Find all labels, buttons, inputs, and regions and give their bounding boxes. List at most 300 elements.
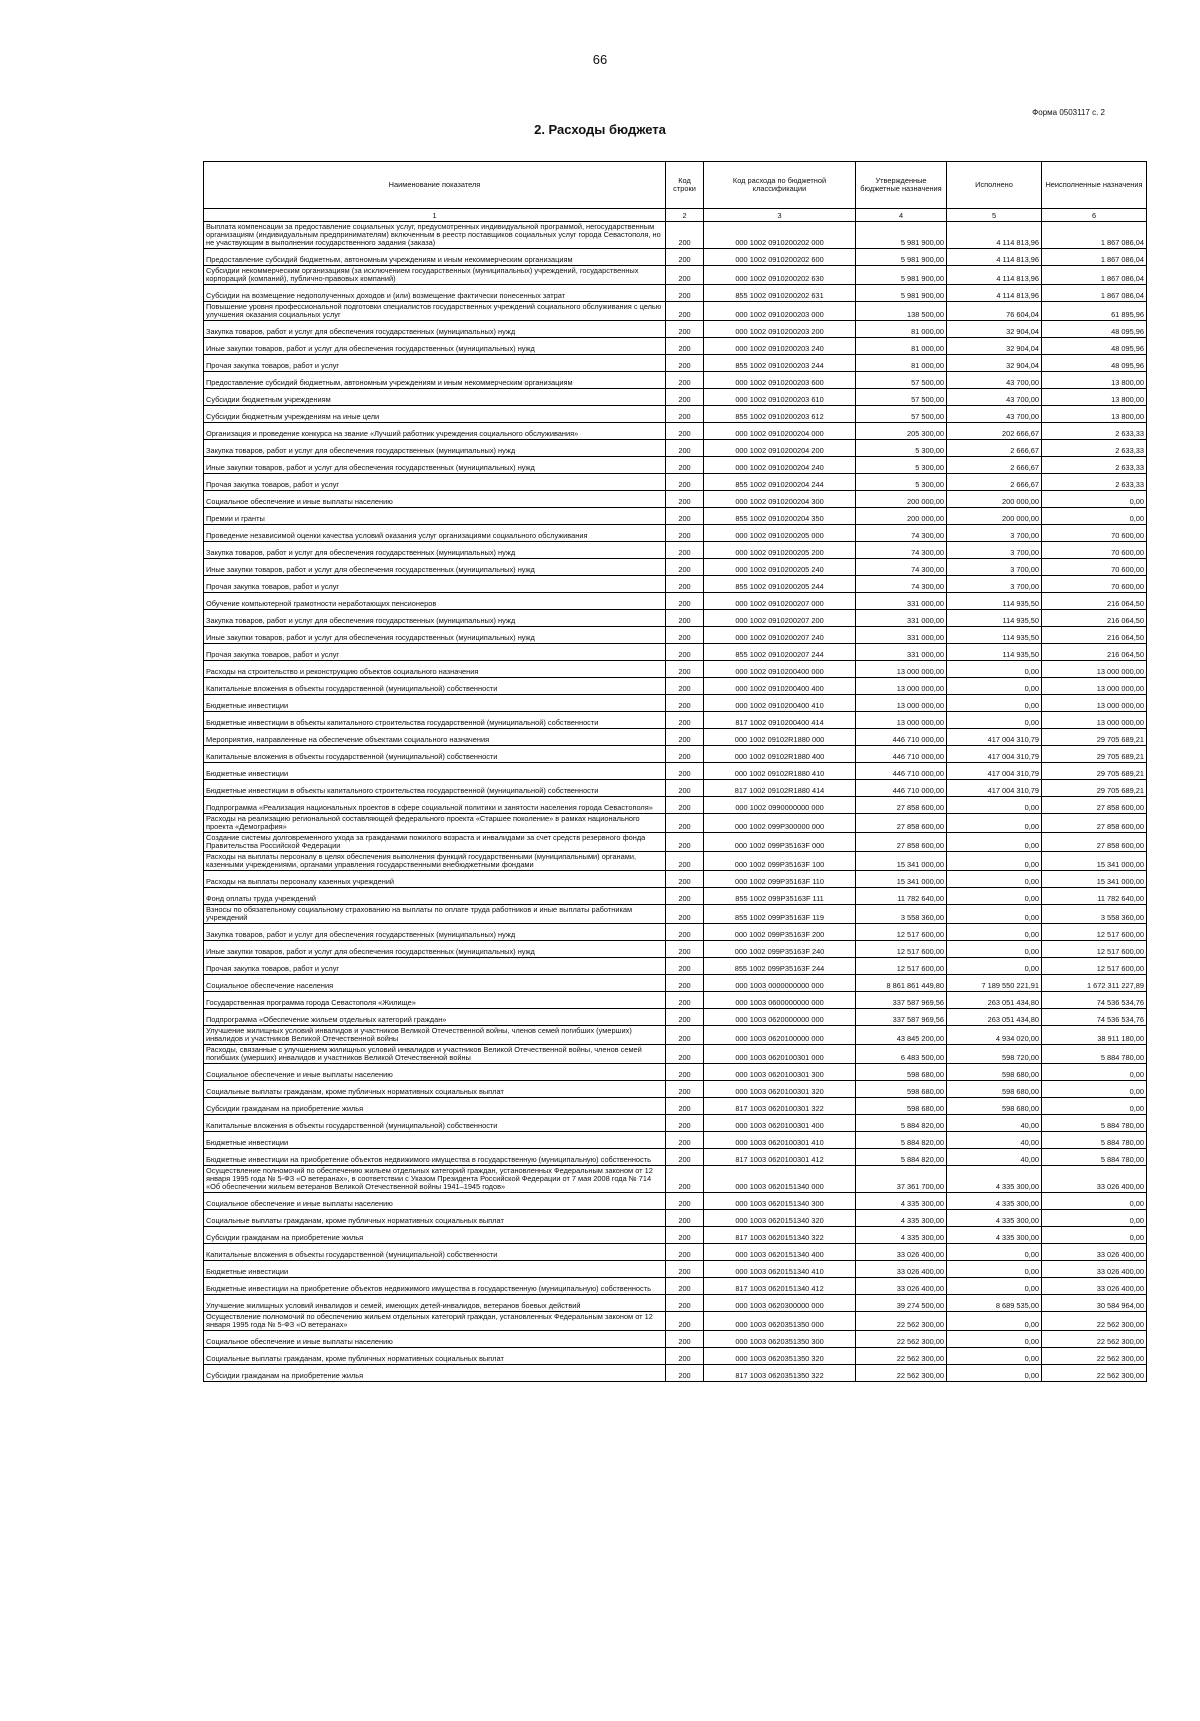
table-row	[204, 711, 1147, 728]
column-header-line-code: Код строки	[666, 162, 704, 209]
line-code: 200	[666, 940, 704, 957]
indicator-name: Взносы по обязательному социальному страхованию на выплаты по оплате труда работников и иные выплаты работникам учреждений	[204, 904, 666, 923]
budget-classification-code: 000 1002 0910200207 240	[704, 626, 856, 643]
budget-classification-code: 000 1002 099P35163F 240	[704, 940, 856, 957]
table-row	[204, 1165, 1147, 1192]
indicator-name: Прочая закупка товаров, работ и услуг	[204, 957, 666, 974]
approved-amount: 57 500,00	[856, 388, 947, 405]
approved-amount: 22 562 300,00	[856, 1347, 947, 1364]
line-code: 200	[666, 354, 704, 371]
column-number: 1	[204, 209, 666, 222]
approved-amount: 22 562 300,00	[856, 1364, 947, 1381]
indicator-name: Капитальные вложения в объекты государственной (муниципальной) собственности	[204, 745, 666, 762]
budget-classification-code: 000 1002 0910200203 000	[704, 301, 856, 320]
executed-amount: 0,00	[947, 796, 1042, 813]
approved-amount: 74 300,00	[856, 541, 947, 558]
unexecuted-amount: 29 705 689,21	[1042, 745, 1147, 762]
approved-amount: 27 858 600,00	[856, 813, 947, 832]
budget-classification-code: 000 1002 099P35163F 100	[704, 851, 856, 870]
unexecuted-amount: 2 633,33	[1042, 422, 1147, 439]
executed-amount: 4 335 300,00	[947, 1165, 1042, 1192]
unexecuted-amount: 1 867 086,04	[1042, 222, 1147, 249]
line-code: 200	[666, 541, 704, 558]
line-code: 200	[666, 609, 704, 626]
budget-classification-code: 000 1003 0620151340 320	[704, 1209, 856, 1226]
table-row	[204, 796, 1147, 813]
budget-classification-code: 000 1003 0000000000 000	[704, 974, 856, 991]
line-code: 200	[666, 284, 704, 301]
line-code: 200	[666, 851, 704, 870]
unexecuted-amount: 22 562 300,00	[1042, 1364, 1147, 1381]
indicator-name: Социальное обеспечение и иные выплаты населению	[204, 1063, 666, 1080]
budget-classification-code: 000 1002 099P35163F 200	[704, 923, 856, 940]
unexecuted-amount: 0,00	[1042, 1209, 1147, 1226]
unexecuted-amount: 5 884 780,00	[1042, 1114, 1147, 1131]
unexecuted-amount: 29 705 689,21	[1042, 762, 1147, 779]
indicator-name: Субсидии некоммерческим организациям (за исключением государственных (муниципальных) учреждений, государственных корпораций (компаний), публично-правовых компаний)	[204, 265, 666, 284]
unexecuted-amount: 33 026 400,00	[1042, 1165, 1147, 1192]
table-row	[204, 1080, 1147, 1097]
table-row	[204, 1131, 1147, 1148]
executed-amount: 0,00	[947, 957, 1042, 974]
unexecuted-amount: 0,00	[1042, 1063, 1147, 1080]
budget-classification-code: 000 1003 0620151340 400	[704, 1243, 856, 1260]
approved-amount: 12 517 600,00	[856, 923, 947, 940]
table-row	[204, 473, 1147, 490]
approved-amount: 5 300,00	[856, 473, 947, 490]
approved-amount: 12 517 600,00	[856, 957, 947, 974]
approved-amount: 5 981 900,00	[856, 284, 947, 301]
budget-classification-code: 000 1002 0910200203 610	[704, 388, 856, 405]
approved-amount: 205 300,00	[856, 422, 947, 439]
unexecuted-amount: 33 026 400,00	[1042, 1277, 1147, 1294]
table-row	[204, 991, 1147, 1008]
executed-amount: 8 689 535,00	[947, 1294, 1042, 1311]
line-code: 200	[666, 456, 704, 473]
executed-amount: 0,00	[947, 904, 1042, 923]
indicator-name: Социальное обеспечение населения	[204, 974, 666, 991]
table-row	[204, 1148, 1147, 1165]
unexecuted-amount: 1 867 086,04	[1042, 265, 1147, 284]
executed-amount: 4 335 300,00	[947, 1226, 1042, 1243]
executed-amount: 598 680,00	[947, 1063, 1042, 1080]
approved-amount: 8 861 861 449,80	[856, 974, 947, 991]
indicator-name: Закупка товаров, работ и услуг для обеспечения государственных (муниципальных) нужд	[204, 541, 666, 558]
unexecuted-amount: 0,00	[1042, 1226, 1147, 1243]
line-code: 200	[666, 1260, 704, 1277]
table-row	[204, 762, 1147, 779]
line-code: 200	[666, 558, 704, 575]
indicator-name: Социальные выплаты гражданам, кроме публичных нормативных социальных выплат	[204, 1347, 666, 1364]
line-code: 200	[666, 1364, 704, 1381]
indicator-name: Улучшение жилищных условий инвалидов и семей, имеющих детей-инвалидов, ветеранов боевых действий	[204, 1294, 666, 1311]
line-code: 200	[666, 957, 704, 974]
budget-classification-code: 000 1003 0620351350 320	[704, 1347, 856, 1364]
indicator-name: Государственная программа города Севастополя «Жилище»	[204, 991, 666, 1008]
unexecuted-amount: 70 600,00	[1042, 575, 1147, 592]
line-code: 200	[666, 796, 704, 813]
table-row	[204, 388, 1147, 405]
approved-amount: 200 000,00	[856, 507, 947, 524]
budget-classification-code: 000 1002 0910200400 000	[704, 660, 856, 677]
line-code: 200	[666, 904, 704, 923]
executed-amount: 2 666,67	[947, 439, 1042, 456]
indicator-name: Повышение уровня профессиональной подготовки специалистов государственных учреждений социального обслуживания с целью улучшения оказания социальных услуг	[204, 301, 666, 320]
executed-amount: 7 189 550 221,91	[947, 974, 1042, 991]
table-row	[204, 248, 1147, 265]
line-code: 200	[666, 1114, 704, 1131]
line-code: 200	[666, 1243, 704, 1260]
approved-amount: 331 000,00	[856, 643, 947, 660]
approved-amount: 446 710 000,00	[856, 779, 947, 796]
budget-classification-code: 817 1003 0620351350 322	[704, 1364, 856, 1381]
approved-amount: 446 710 000,00	[856, 728, 947, 745]
indicator-name: Бюджетные инвестиции в объекты капитального строительства государственной (муниципальной) собственности	[204, 779, 666, 796]
indicator-name: Фонд оплаты труда учреждений	[204, 887, 666, 904]
table-row	[204, 301, 1147, 320]
line-code: 200	[666, 371, 704, 388]
unexecuted-amount: 15 341 000,00	[1042, 870, 1147, 887]
budget-classification-code: 000 1002 099P35163F 000	[704, 832, 856, 851]
unexecuted-amount: 5 884 780,00	[1042, 1044, 1147, 1063]
indicator-name: Мероприятия, направленные на обеспечение объектами социального назначения	[204, 728, 666, 745]
approved-amount: 81 000,00	[856, 354, 947, 371]
approved-amount: 5 884 820,00	[856, 1131, 947, 1148]
table-row	[204, 694, 1147, 711]
line-code: 200	[666, 422, 704, 439]
unexecuted-amount: 2 633,33	[1042, 473, 1147, 490]
table-row	[204, 371, 1147, 388]
approved-amount: 81 000,00	[856, 320, 947, 337]
table-row	[204, 1226, 1147, 1243]
line-code: 200	[666, 832, 704, 851]
line-code: 200	[666, 1330, 704, 1347]
budget-classification-code: 855 1002 099P35163F 244	[704, 957, 856, 974]
budget-classification-code: 000 1003 0620151340 000	[704, 1165, 856, 1192]
line-code: 200	[666, 265, 704, 284]
indicator-name: Субсидии бюджетным учреждениям	[204, 388, 666, 405]
approved-amount: 5 981 900,00	[856, 265, 947, 284]
approved-amount: 74 300,00	[856, 575, 947, 592]
indicator-name: Иные закупки товаров, работ и услуг для обеспечения государственных (муниципальных) нужд	[204, 558, 666, 575]
line-code: 200	[666, 248, 704, 265]
line-code: 200	[666, 1131, 704, 1148]
approved-amount: 4 335 300,00	[856, 1192, 947, 1209]
executed-amount: 0,00	[947, 1243, 1042, 1260]
header-row	[204, 162, 1147, 209]
budget-classification-code: 000 1002 0910200205 240	[704, 558, 856, 575]
line-code: 200	[666, 626, 704, 643]
unexecuted-amount: 13 000 000,00	[1042, 711, 1147, 728]
table-row	[204, 923, 1147, 940]
indicator-name: Капитальные вложения в объекты государственной (муниципальной) собственности	[204, 1243, 666, 1260]
line-code: 200	[666, 1008, 704, 1025]
executed-amount: 3 700,00	[947, 575, 1042, 592]
executed-amount: 417 004 310,79	[947, 762, 1042, 779]
table-row	[204, 974, 1147, 991]
budget-classification-code: 000 1002 0910200204 000	[704, 422, 856, 439]
unexecuted-amount: 61 895,96	[1042, 301, 1147, 320]
executed-amount: 417 004 310,79	[947, 779, 1042, 796]
indicator-name: Расходы на выплаты персоналу казенных учреждений	[204, 870, 666, 887]
approved-amount: 138 500,00	[856, 301, 947, 320]
line-code: 200	[666, 779, 704, 796]
column-header-budget-code: Код расхода по бюджетной классификации	[704, 162, 856, 209]
column-header-executed: Исполнено	[947, 162, 1042, 209]
approved-amount: 446 710 000,00	[856, 762, 947, 779]
executed-amount: 200 000,00	[947, 490, 1042, 507]
budget-classification-code: 000 1003 0620300000 000	[704, 1294, 856, 1311]
unexecuted-amount: 29 705 689,21	[1042, 728, 1147, 745]
indicator-name: Капитальные вложения в объекты государственной (муниципальной) собственности	[204, 1114, 666, 1131]
approved-amount: 337 587 969,56	[856, 1008, 947, 1025]
budget-classification-code: 855 1002 0910200203 244	[704, 354, 856, 371]
executed-amount: 0,00	[947, 1347, 1042, 1364]
unexecuted-amount: 29 705 689,21	[1042, 779, 1147, 796]
unexecuted-amount: 1 867 086,04	[1042, 284, 1147, 301]
budget-classification-code: 000 1002 0910200400 400	[704, 677, 856, 694]
unexecuted-amount: 13 800,00	[1042, 388, 1147, 405]
unexecuted-amount: 27 858 600,00	[1042, 832, 1147, 851]
executed-amount: 114 935,50	[947, 592, 1042, 609]
executed-amount: 0,00	[947, 851, 1042, 870]
budget-classification-code: 000 1003 0620100301 410	[704, 1131, 856, 1148]
approved-amount: 5 884 820,00	[856, 1148, 947, 1165]
page-number: 66	[592, 52, 608, 67]
approved-amount: 81 000,00	[856, 337, 947, 354]
line-code: 200	[666, 405, 704, 422]
indicator-name: Иные закупки товаров, работ и услуг для обеспечения государственных (муниципальных) нужд	[204, 456, 666, 473]
unexecuted-amount: 0,00	[1042, 490, 1147, 507]
table-row	[204, 337, 1147, 354]
line-code: 200	[666, 320, 704, 337]
approved-amount: 598 680,00	[856, 1063, 947, 1080]
executed-amount: 3 700,00	[947, 524, 1042, 541]
budget-classification-code: 000 1002 0910200400 410	[704, 694, 856, 711]
line-code: 200	[666, 507, 704, 524]
approved-amount: 12 517 600,00	[856, 940, 947, 957]
approved-amount: 598 680,00	[856, 1097, 947, 1114]
approved-amount: 13 000 000,00	[856, 694, 947, 711]
indicator-name: Иные закупки товаров, работ и услуг для обеспечения государственных (муниципальных) нужд	[204, 626, 666, 643]
budget-classification-code: 855 1002 0910200205 244	[704, 575, 856, 592]
approved-amount: 33 026 400,00	[856, 1260, 947, 1277]
executed-amount: 32 904,04	[947, 320, 1042, 337]
table-row	[204, 643, 1147, 660]
budget-classification-code: 000 1002 0910200207 000	[704, 592, 856, 609]
executed-amount: 4 114 813,96	[947, 248, 1042, 265]
executed-amount: 0,00	[947, 694, 1042, 711]
column-number: 4	[856, 209, 947, 222]
approved-amount: 57 500,00	[856, 405, 947, 422]
executed-amount: 263 051 434,80	[947, 1008, 1042, 1025]
table-row	[204, 1025, 1147, 1044]
budget-classification-code: 000 1002 0910200202 630	[704, 265, 856, 284]
approved-amount: 5 981 900,00	[856, 248, 947, 265]
indicator-name: Улучшение жилищных условий инвалидов и участников Великой Отечественной войны, членов семей погибших (умерших) инвалидов и участников Великой Отечественной войны	[204, 1025, 666, 1044]
indicator-name: Субсидии гражданам на приобретение жилья	[204, 1097, 666, 1114]
executed-amount: 114 935,50	[947, 609, 1042, 626]
table-row	[204, 832, 1147, 851]
indicator-name: Подпрограмма «Реализация национальных проектов в сфере социальной политики и занятости населения города Севастополя»	[204, 796, 666, 813]
budget-classification-code: 000 1003 0620351350 300	[704, 1330, 856, 1347]
indicator-name: Бюджетные инвестиции	[204, 1131, 666, 1148]
indicator-name: Социальное обеспечение и иные выплаты населению	[204, 1192, 666, 1209]
approved-amount: 33 026 400,00	[856, 1243, 947, 1260]
budget-classification-code: 000 1002 0910200203 600	[704, 371, 856, 388]
line-code: 200	[666, 1097, 704, 1114]
table-row	[204, 957, 1147, 974]
approved-amount: 22 562 300,00	[856, 1330, 947, 1347]
table-row	[204, 490, 1147, 507]
unexecuted-amount: 3 558 360,00	[1042, 904, 1147, 923]
table-row	[204, 904, 1147, 923]
budget-classification-code: 000 1003 0620100301 000	[704, 1044, 856, 1063]
budget-classification-code: 817 1003 0620100301 322	[704, 1097, 856, 1114]
executed-amount: 200 000,00	[947, 507, 1042, 524]
executed-amount: 4 934 020,00	[947, 1025, 1042, 1044]
indicator-name: Бюджетные инвестиции в объекты капитального строительства государственной (муниципальной) собственности	[204, 711, 666, 728]
indicator-name: Выплата компенсации за предоставление социальных услуг, предусмотренных индивидуальной программой, негосударственным организациям (индивидуальным предпринимателям) включенным в реестр поставщиков социальных услуг города Севастополя, но не участвующим в выполнении государственного задания (заказа)	[204, 222, 666, 249]
approved-amount: 331 000,00	[856, 609, 947, 626]
unexecuted-amount: 13 000 000,00	[1042, 694, 1147, 711]
unexecuted-amount: 22 562 300,00	[1042, 1347, 1147, 1364]
unexecuted-amount: 70 600,00	[1042, 524, 1147, 541]
approved-amount: 13 000 000,00	[856, 660, 947, 677]
unexecuted-amount: 15 341 000,00	[1042, 851, 1147, 870]
indicator-name: Социальное обеспечение и иные выплаты населению	[204, 490, 666, 507]
table-row	[204, 940, 1147, 957]
line-code: 200	[666, 887, 704, 904]
indicator-name: Премии и гранты	[204, 507, 666, 524]
unexecuted-amount: 216 064,50	[1042, 643, 1147, 660]
unexecuted-amount: 0,00	[1042, 1097, 1147, 1114]
line-code: 200	[666, 1192, 704, 1209]
table-row	[204, 851, 1147, 870]
table-row	[204, 541, 1147, 558]
indicator-name: Закупка товаров, работ и услуг для обеспечения государственных (муниципальных) нужд	[204, 320, 666, 337]
line-code: 200	[666, 1063, 704, 1080]
executed-amount: 0,00	[947, 832, 1042, 851]
indicator-name: Проведение независимой оценки качества условий оказания услуг организациями социального обслуживания	[204, 524, 666, 541]
table-row	[204, 524, 1147, 541]
budget-classification-code: 000 1002 0910200204 200	[704, 439, 856, 456]
approved-amount: 3 558 360,00	[856, 904, 947, 923]
budget-classification-code: 855 1002 099P35163F 119	[704, 904, 856, 923]
budget-classification-code: 000 1003 0620000000 000	[704, 1008, 856, 1025]
budget-classification-code: 000 1002 099P35163F 110	[704, 870, 856, 887]
approved-amount: 33 026 400,00	[856, 1277, 947, 1294]
budget-classification-code: 000 1002 0990000000 000	[704, 796, 856, 813]
indicator-name: Закупка товаров, работ и услуг для обеспечения государственных (муниципальных) нужд	[204, 923, 666, 940]
unexecuted-amount: 13 800,00	[1042, 371, 1147, 388]
table-row	[204, 1008, 1147, 1025]
line-code: 200	[666, 439, 704, 456]
table-row	[204, 575, 1147, 592]
unexecuted-amount: 2 633,33	[1042, 439, 1147, 456]
indicator-name: Осуществление полномочий по обеспечению жильем отдельных категорий граждан, установленных Федеральным законом от 12 января 1995 года № 5-ФЗ «О ветеранах», в соответствии с Указом Президента Российской Федерации от 7 мая 2008 года № 714 «Об обеспечении жильем ветеранов Великой Отечественной войны 1941–1945 годов»	[204, 1165, 666, 1192]
table-row	[204, 222, 1147, 249]
indicator-name: Расходы на выплаты персоналу в целях обеспечения выполнения функций государственными (муниципальными) органами, казенными учреждениями, органами управления государственными внебюджетными фондами	[204, 851, 666, 870]
executed-amount: 40,00	[947, 1114, 1042, 1131]
column-number: 3	[704, 209, 856, 222]
approved-amount: 5 300,00	[856, 439, 947, 456]
table-row	[204, 405, 1147, 422]
executed-amount: 114 935,50	[947, 626, 1042, 643]
line-code: 200	[666, 473, 704, 490]
unexecuted-amount: 70 600,00	[1042, 541, 1147, 558]
budget-classification-code: 855 1002 0910200202 631	[704, 284, 856, 301]
unexecuted-amount: 27 858 600,00	[1042, 813, 1147, 832]
form-code: Форма 0503117 с. 2	[1032, 108, 1105, 117]
line-code: 200	[666, 1165, 704, 1192]
unexecuted-amount: 0,00	[1042, 1080, 1147, 1097]
unexecuted-amount: 48 095,96	[1042, 320, 1147, 337]
indicator-name: Социальные выплаты гражданам, кроме публичных нормативных социальных выплат	[204, 1080, 666, 1097]
executed-amount: 0,00	[947, 887, 1042, 904]
column-number: 6	[1042, 209, 1147, 222]
table-row	[204, 1097, 1147, 1114]
unexecuted-amount: 74 536 534,76	[1042, 1008, 1147, 1025]
table-body	[204, 222, 1147, 1382]
indicator-name: Бюджетные инвестиции на приобретение объектов недвижимого имущества в государственную (муниципальную) собственность	[204, 1148, 666, 1165]
executed-amount: 4 335 300,00	[947, 1209, 1042, 1226]
indicator-name: Прочая закупка товаров, работ и услуг	[204, 575, 666, 592]
table-row	[204, 1243, 1147, 1260]
executed-amount: 43 700,00	[947, 371, 1042, 388]
approved-amount: 200 000,00	[856, 490, 947, 507]
unexecuted-amount: 22 562 300,00	[1042, 1311, 1147, 1330]
table-row	[204, 592, 1147, 609]
table-row	[204, 1209, 1147, 1226]
table-row	[204, 677, 1147, 694]
table-row	[204, 813, 1147, 832]
unexecuted-amount: 0,00	[1042, 1192, 1147, 1209]
approved-amount: 13 000 000,00	[856, 711, 947, 728]
unexecuted-amount: 1 867 086,04	[1042, 248, 1147, 265]
executed-amount: 4 335 300,00	[947, 1192, 1042, 1209]
executed-amount: 3 700,00	[947, 558, 1042, 575]
column-header-approved: Утвержденные бюджетные назначения	[856, 162, 947, 209]
indicator-name: Иные закупки товаров, работ и услуг для обеспечения государственных (муниципальных) нужд	[204, 337, 666, 354]
executed-amount: 0,00	[947, 813, 1042, 832]
indicator-name: Иные закупки товаров, работ и услуг для обеспечения государственных (муниципальных) нужд	[204, 940, 666, 957]
approved-amount: 39 274 500,00	[856, 1294, 947, 1311]
column-number: 5	[947, 209, 1042, 222]
table-row	[204, 1063, 1147, 1080]
budget-classification-code: 000 1002 09102R1880 410	[704, 762, 856, 779]
line-code: 200	[666, 711, 704, 728]
table-row	[204, 609, 1147, 626]
approved-amount: 74 300,00	[856, 558, 947, 575]
executed-amount: 4 114 813,96	[947, 265, 1042, 284]
unexecuted-amount: 13 800,00	[1042, 405, 1147, 422]
budget-classification-code: 000 1002 0910200202 600	[704, 248, 856, 265]
table-row	[204, 870, 1147, 887]
budget-classification-code: 000 1003 0620100301 320	[704, 1080, 856, 1097]
table-row	[204, 1347, 1147, 1364]
line-code: 200	[666, 1044, 704, 1063]
approved-amount: 13 000 000,00	[856, 677, 947, 694]
unexecuted-amount: 48 095,96	[1042, 337, 1147, 354]
executed-amount: 0,00	[947, 1311, 1042, 1330]
table-row	[204, 1114, 1147, 1131]
executed-amount: 32 904,04	[947, 337, 1042, 354]
table-row	[204, 265, 1147, 284]
line-code: 200	[666, 762, 704, 779]
column-header-unexecuted: Неисполненные назначения	[1042, 162, 1147, 209]
unexecuted-amount: 2 633,33	[1042, 456, 1147, 473]
